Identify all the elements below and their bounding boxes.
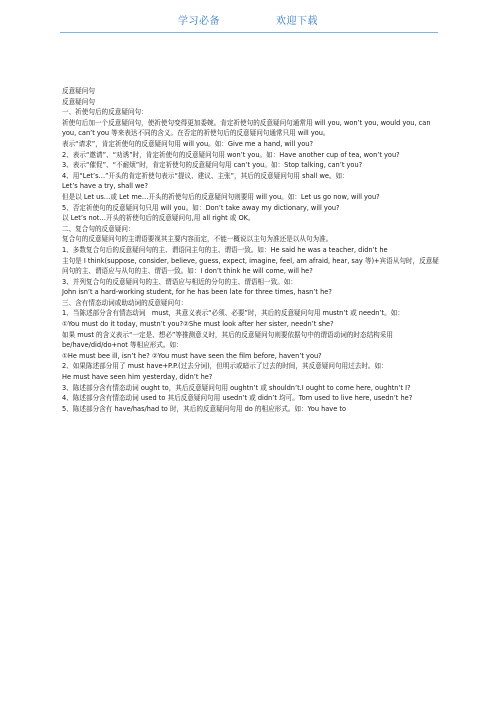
- paragraph: ①You must do it today, mustn’t you?②She must look after her sister, needn’t she?: [62, 320, 334, 329]
- paragraph: 祈使句后加一个反意疑问句，使祈使句变得更加委婉。肯定祈使句的反意疑问句通常用 will you, won’t you, would you, can you, can’t you 等来表达不同的含义。在否定的祈使句后的反意疑问句通常只用 will you。: [62, 118, 431, 138]
- paragraph: 以 Let’s not…开头的祈使句后的反意疑问句,用 all right 或 OK。: [62, 214, 255, 223]
- paragraph: 3、陈述部分含有情态动词 ought to，其后反意疑问句用 oughtn’t 或 shouldn’t.I ought to come here, oughtn’t I?: [62, 383, 411, 392]
- paragraph: 主句是 I think(suppose, consider, believe, guess, expect, imagine, feel, am afraid, hear, say 等)+宾语从句时，反意疑问句的主、谓语应与从句的主、谓语一致。如：I don’t think he will come, will he?: [62, 256, 439, 276]
- paragraph: 2、如果陈述部分用了 must have+P.P.(过去分词)，但明示或暗示了过去的时间，其反意疑问句用过去时。如：: [62, 362, 388, 371]
- paragraph: Let’s have a try, shall we?: [62, 182, 148, 191]
- header-divider: [60, 32, 438, 33]
- section-heading-1: 一、祈使句后的反意疑问句：: [62, 108, 148, 117]
- header-right-text: 欢迎下载: [276, 16, 318, 27]
- paragraph: 复合句的反意疑问句的主谓语要视其主要内容而定，不能一概说以主句为准还是以从句为准。: [62, 235, 333, 244]
- doc-subtitle: 反意疑问句: [62, 97, 95, 106]
- paragraph: 4、陈述部分含有情态动词 used to 其后反意疑问句用 usedn’t 或 didn’t 均可。Tom used to live here, usedn’t he?: [62, 394, 413, 403]
- page-header: [0, 12, 496, 34]
- paragraph: 2、表示“邀请”、“劝诱”时，肯定祈使句的反意疑问句用 won’t you。如：Have another cup of tea, won’t you?: [62, 150, 400, 159]
- paragraph: 4、用“Let’s…”开头的肯定祈使句表示“提议、建议、主张”，其后的反意疑问句用 shall we。如：: [62, 171, 349, 180]
- paragraph: ①He must bee ill, isn’t he? ②You must have seen the film before, haven’t you?: [62, 351, 322, 360]
- paragraph: 3、并列复合句的反意疑问句的主、谓语应与相近的分句的主、谓语相一致。如：: [62, 277, 297, 286]
- paragraph: 5、陈述部分含有 have/has/had to 时，其后的反意疑问句用 do 的相应形式。如：You have to: [62, 404, 346, 413]
- doc-title: 反意疑问句: [62, 87, 95, 95]
- paragraph: John isn’t a hard-working student, for he has been late for three times, hasn’t he?: [62, 288, 332, 297]
- section-heading-3: 三、含有情态动词或助动词的反意疑问句：: [62, 298, 188, 307]
- paragraph: 如果 must 的含义表示“一定是、想必”等推测意义时，其后的反意疑问句则要依据句中的谓语动词的时态结构采用 be/have/did/do+not 等相应形式。如：: [62, 330, 393, 350]
- paragraph: 表示“请求”，肯定祈使句的反意疑问句用 will you。如：Give me a hand, will you?: [62, 139, 313, 148]
- header-left-text: 学习必备: [178, 16, 220, 27]
- paragraph: 3、表示“催促”、“不耐烦”时，肯定祈使句的反意疑问句用 can’t you。如：Stop talking, can’t you?: [62, 161, 363, 170]
- document-body: [62, 86, 440, 414]
- paragraph: 5、否定祈使句的反意疑问句只用 will you。如：Don’t take away my dictionary, will you?: [62, 203, 340, 212]
- section-heading-2: 二、复合句的反意疑问：: [62, 224, 135, 233]
- paragraph: 1、多数复合句后的反意疑问句的主、谓语同主句的主、谓语一致。如：He said he was a teacher, didn’t he: [62, 245, 388, 254]
- paragraph: 但是以 Let us…或 Let me…开头的祈使句后的反意疑问句则要用 will you。如：Let us go now, will you?: [62, 192, 380, 201]
- paragraph: He must have seen him yesterday, didn’t he?: [62, 373, 213, 382]
- paragraph: 1、当陈述部分含有情态动词 must，其意义表示“必须、必要”时，其后的反意疑问句用 mustn’t 或 needn’t。如：: [62, 309, 404, 318]
